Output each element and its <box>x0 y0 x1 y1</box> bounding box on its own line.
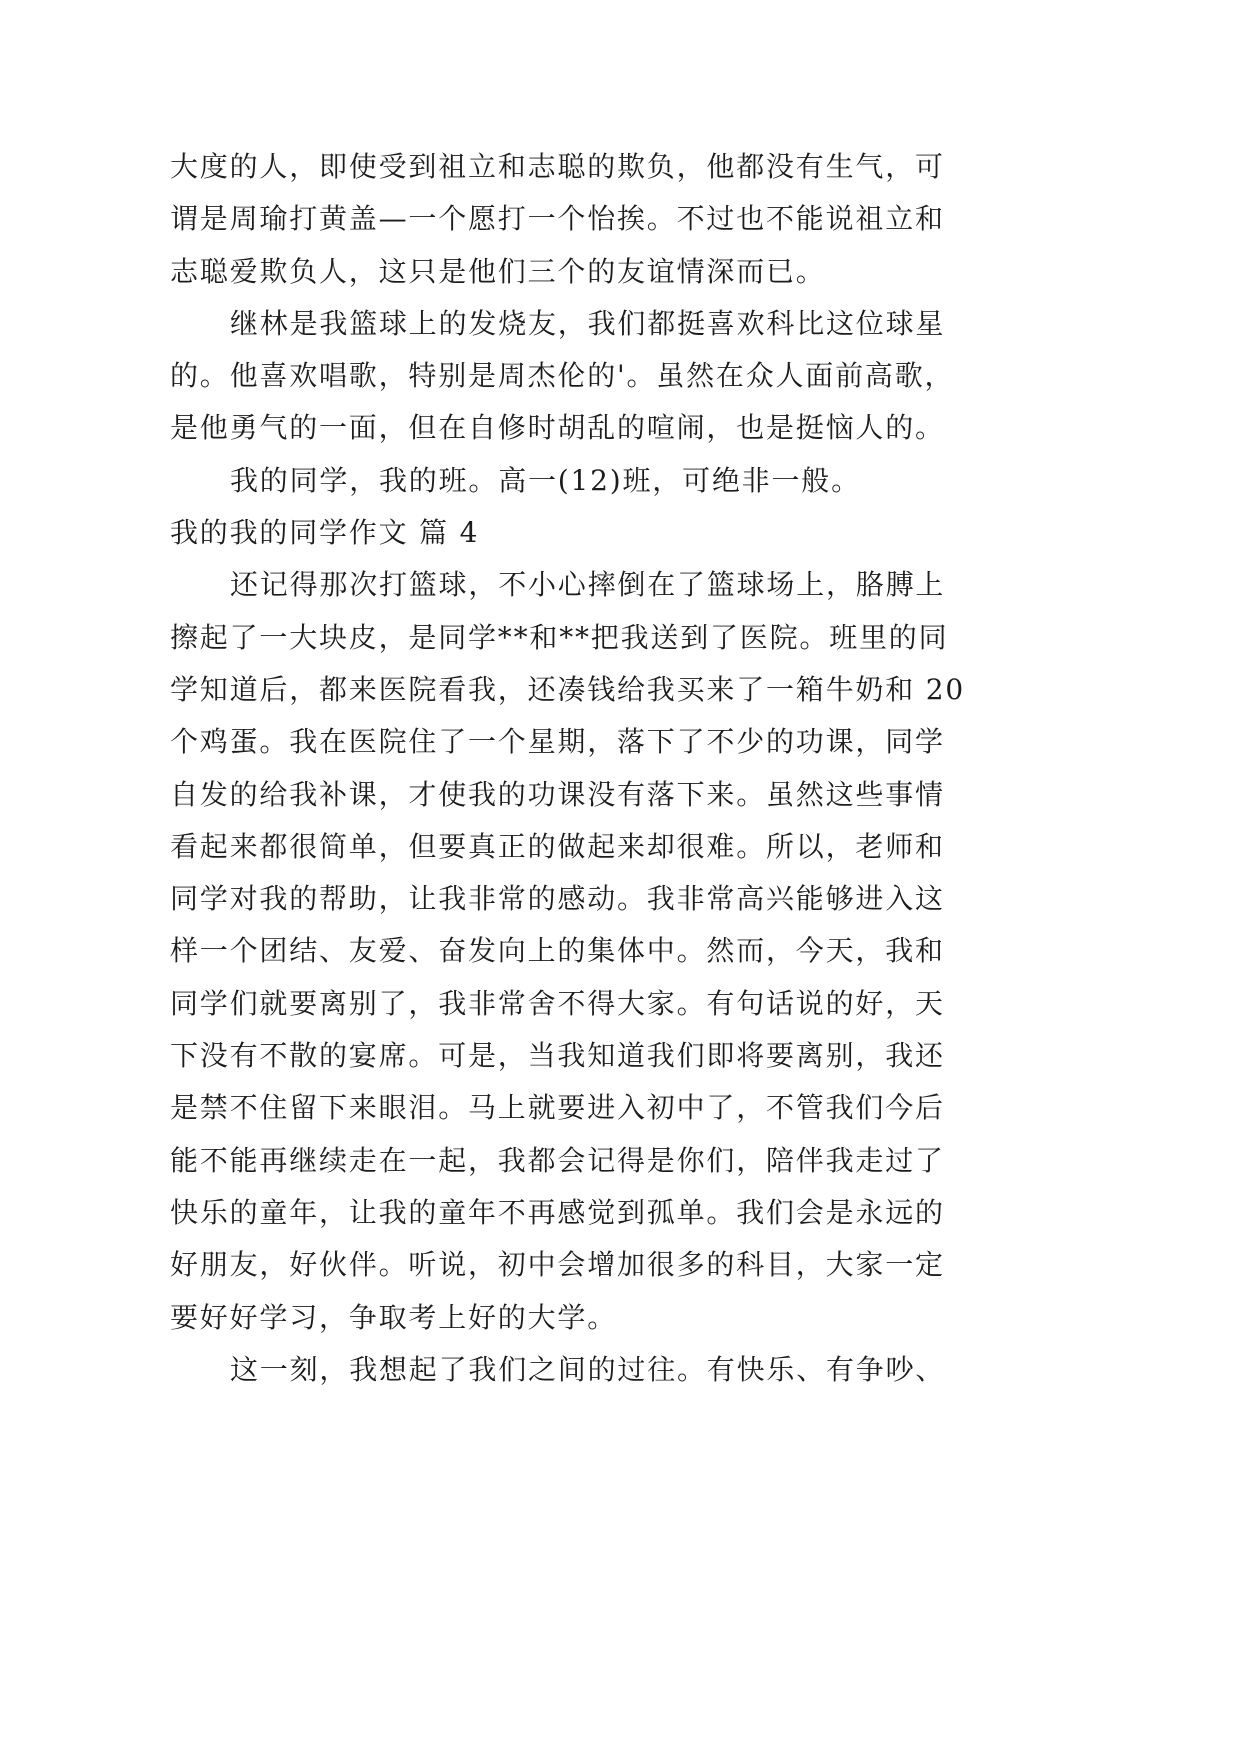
paragraph-line: 学知道后，都来医院看我，还凑钱给我买来了一箱牛奶和 20 <box>170 672 965 706</box>
paragraph-line: 我的同学，我的班。高一(12)班，可绝非一般。 <box>230 463 861 497</box>
paragraph-line: 自发的给我补课，才使我的功课没有落下来。虽然这些事情 <box>170 777 945 811</box>
paragraph-line: 同学们就要离别了，我非常舍不得大家。有句话说的好，天 <box>170 986 945 1020</box>
paragraph <box>170 559 1170 1343</box>
paragraph-line: 同学对我的帮助，让我非常的感动。我非常高兴能够进入这 <box>170 882 945 916</box>
paragraph-line: 的。他喜欢唱歌，特别是周杰伦的'。虽然在众人面前高歌， <box>170 359 955 393</box>
paragraph-line: 还记得那次打篮球，不小心摔倒在了篮球场上，胳膊上 <box>230 568 946 602</box>
paragraph-line: 志聪爱欺负人，这只是他们三个的友谊情深而已。 <box>170 254 826 288</box>
paragraph <box>170 141 1170 298</box>
paragraph <box>170 1344 1170 1396</box>
paragraph-line: 这一刻，我想起了我们之间的过往。有快乐、有争吵、 <box>230 1352 946 1386</box>
heading-text: 我的我的同学作文 篇 4 <box>170 516 480 550</box>
paragraph-line: 好朋友，好伙伴。听说，初中会增加很多的科目，大家一定 <box>170 1248 945 1282</box>
essay-heading <box>170 507 1170 559</box>
paragraph-line: 是他勇气的一面，但在自修时胡乱的喧闹，也是挺恼人的。 <box>170 411 945 445</box>
paragraph-line: 下没有不散的宴席。可是，当我知道我们即将要离别，我还 <box>170 1039 945 1073</box>
paragraph-line: 大度的人，即使受到祖立和志聪的欺负，他都没有生气，可 <box>170 150 945 183</box>
paragraph <box>170 455 1170 507</box>
paragraph-line: 谓是周瑜打黄盖—一个愿打一个怡挨。不过也不能说祖立和 <box>170 202 945 236</box>
paragraph-line: 个鸡蛋。我在医院住了一个星期，落下了不少的功课，同学 <box>170 725 945 759</box>
paragraph-line: 擦起了一大块皮，是同学**和**把我送到了医院。班里的同 <box>170 620 949 654</box>
document-body <box>170 141 1170 1396</box>
paragraph-line: 样一个团结、友爱、奋发向上的集体中。然而，今天，我和 <box>170 934 945 968</box>
paragraph-line: 继林是我篮球上的发烧友，我们都挺喜欢科比这位球星 <box>230 306 946 340</box>
paragraph <box>170 298 1170 455</box>
paragraph-line: 能不能再继续走在一起，我都会记得是你们，陪伴我走过了 <box>170 1143 945 1177</box>
paragraph-line: 快乐的童年，让我的童年不再感觉到孤单。我们会是永远的 <box>170 1195 945 1229</box>
paragraph-line: 要好好学习，争取考上好的大学。 <box>170 1300 618 1334</box>
paragraph-line: 是禁不住留下来眼泪。马上就要进入初中了，不管我们今后 <box>170 1091 945 1125</box>
paragraph-line: 看起来都很简单，但要真正的做起来却很难。所以，老师和 <box>170 829 945 863</box>
